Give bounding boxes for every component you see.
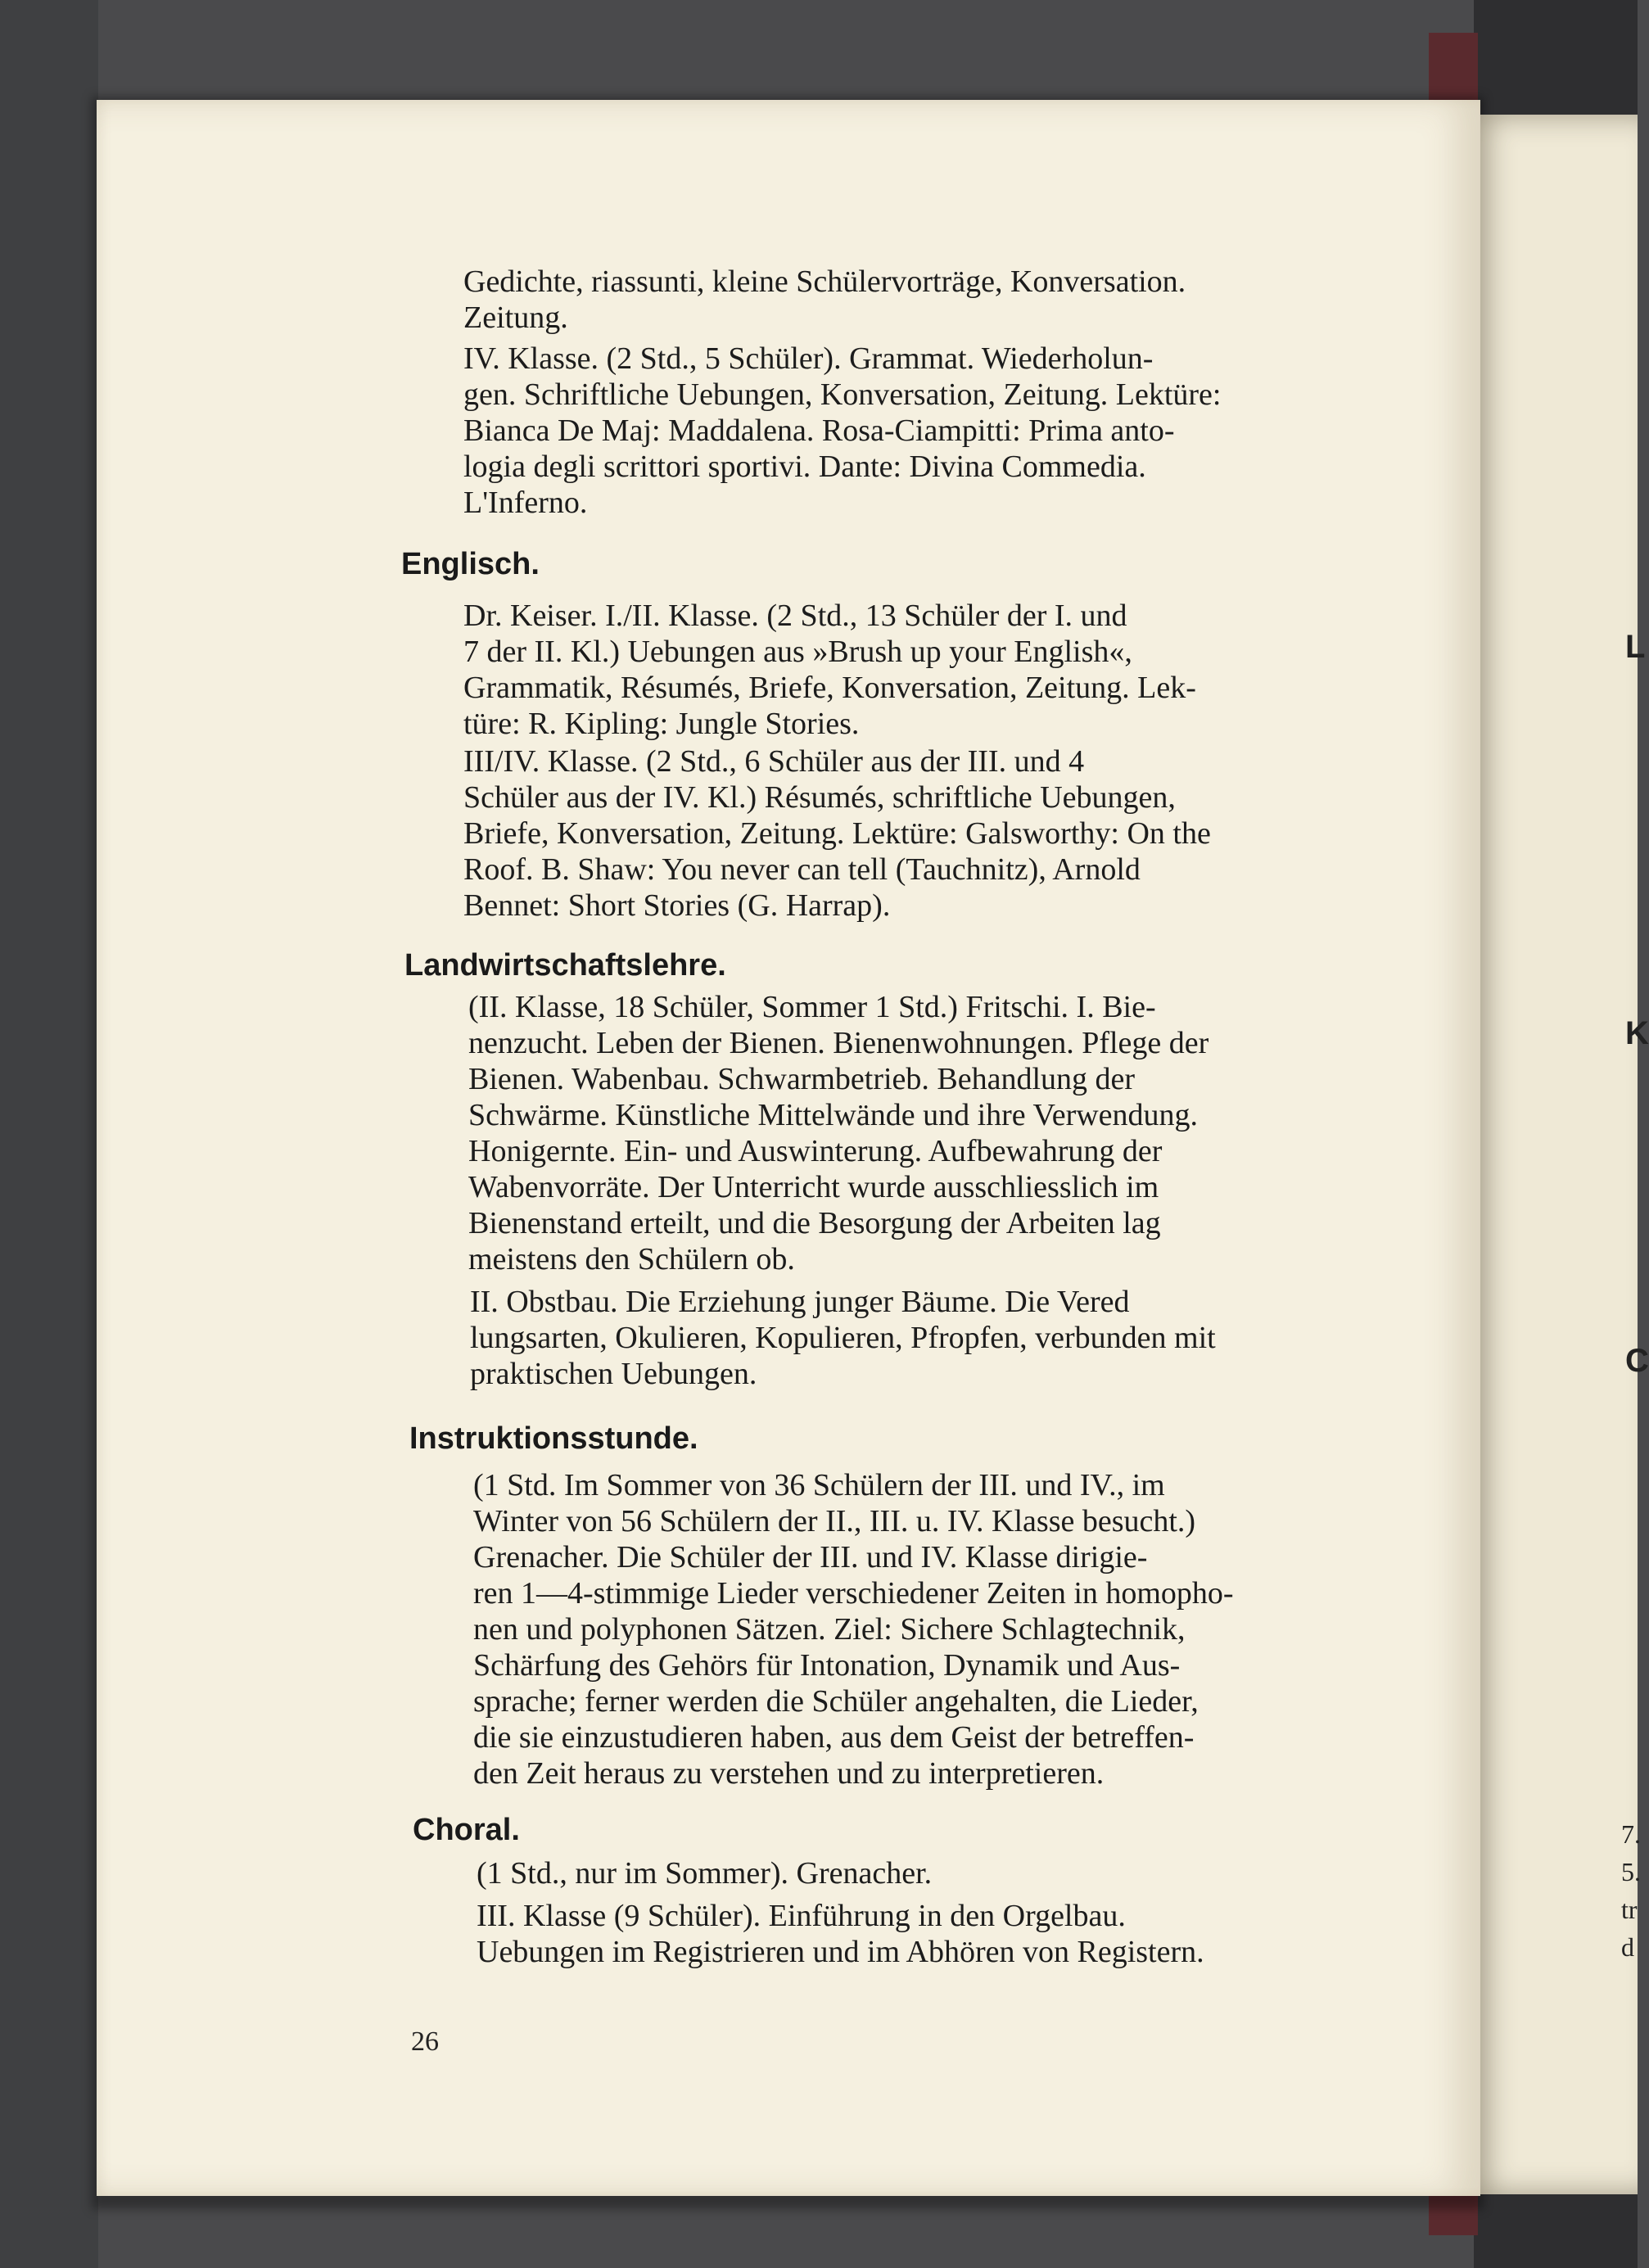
- text-line: Schwärme. Künstliche Mittelwände und ihre Verwendung.: [468, 1098, 1199, 1132]
- section-heading-instruktionsstunde: Instruktionsstunde.: [409, 1421, 698, 1456]
- page-number: 26: [411, 2026, 439, 2057]
- facing-page-letter: K: [1625, 1015, 1649, 1051]
- section-heading-choral: Choral.: [413, 1813, 520, 1847]
- facing-page-fragment: d: [1621, 1932, 1634, 1962]
- text-line: Winter von 56 Schülern der II., III. u. IV. Klasse besucht.): [473, 1504, 1196, 1538]
- text-line: III. Klasse (9 Schüler). Einführung in den Orgelbau.: [477, 1899, 1126, 1933]
- facing-page-letter: L: [1625, 629, 1646, 665]
- backdrop-left: [0, 0, 98, 2268]
- text-line: türe: R. Kipling: Jungle Stories.: [463, 707, 860, 741]
- text-line: III/IV. Klasse. (2 Std., 6 Schüler aus der III. und 4: [463, 744, 1085, 779]
- text-line: Honigernte. Ein- und Auswinterung. Aufbewahrung der: [468, 1134, 1163, 1168]
- text-line: Bianca De Maj: Maddalena. Rosa-Ciampitti: Prima anto-: [463, 413, 1175, 448]
- text-line: Grenacher. Die Schüler der III. und IV. Klasse dirigie-: [473, 1540, 1148, 1574]
- text-line: 7 der II. Kl.) Uebungen aus »Brush up your English«,: [463, 635, 1132, 669]
- section-heading-landwirtschaftslehre: Landwirtschaftslehre.: [404, 948, 726, 983]
- facing-page-fragment: 5.: [1621, 1857, 1641, 1886]
- text-line: L'Inferno.: [463, 486, 588, 520]
- text-line: (1 Std., nur im Sommer). Grenacher.: [477, 1856, 933, 1891]
- text-line: Bienen. Wabenbau. Schwarmbetrieb. Behandlung der: [468, 1062, 1136, 1096]
- text-line: (1 Std. Im Sommer von 36 Schülern der III. und IV., im: [473, 1468, 1165, 1502]
- text-line: nenzucht. Leben der Bienen. Bienenwohnungen. Pflege der: [468, 1026, 1209, 1060]
- text-line: den Zeit heraus zu verstehen und zu interpretieren.: [473, 1756, 1105, 1791]
- text-line: ren 1—4-stimmige Lieder verschiedener Zeiten in homopho-: [473, 1576, 1234, 1611]
- text-line: praktischen Uebungen.: [470, 1357, 757, 1391]
- text-line: IV. Klasse. (2 Std., 5 Schüler). Grammat. Wiederholun-: [463, 341, 1154, 376]
- facing-page-fragment: tr: [1621, 1895, 1638, 1924]
- facing-page-letter: C: [1625, 1343, 1649, 1379]
- text-line: gen. Schriftliche Uebungen, Konversation, Zeitung. Lektüre:: [463, 377, 1222, 412]
- text-line: Zeitung.: [463, 300, 568, 335]
- section-heading-englisch: Englisch.: [401, 547, 540, 581]
- text-line: nen und polyphonen Sätzen. Ziel: Sichere Schlagtechnik,: [473, 1612, 1186, 1647]
- text-line: Grammatik, Résumés, Briefe, Konversation, Zeitung. Lek-: [463, 671, 1196, 705]
- text-line: logia degli scrittori sportivi. Dante: Divina Commedia.: [463, 450, 1146, 484]
- text-line: (II. Klasse, 18 Schüler, Sommer 1 Std.) Fritschi. I. Bie-: [468, 990, 1156, 1024]
- text-line: meistens den Schülern ob.: [468, 1242, 795, 1276]
- text-line: II. Obstbau. Die Erziehung junger Bäume. Die Vered: [470, 1285, 1130, 1319]
- text-line: lungsarten, Okulieren, Kopulieren, Pfropfen, verbunden mit: [470, 1321, 1216, 1355]
- text-line: Wabenvorräte. Der Unterricht wurde ausschliesslich im: [468, 1170, 1159, 1204]
- text-line: Bienenstand erteilt, und die Besorgung der Arbeiten lag: [468, 1206, 1161, 1240]
- facing-page-edge: [1466, 115, 1638, 2194]
- text-line: Briefe, Konversation, Zeitung. Lektüre: Galsworthy: On the: [463, 816, 1211, 851]
- text-line: Dr. Keiser. I./II. Klasse. (2 Std., 13 Schüler der I. und: [463, 599, 1127, 633]
- text-line: Roof. B. Shaw: You never can tell (Tauchnitz), Arnold: [463, 852, 1141, 887]
- text-line: Bennet: Short Stories (G. Harrap).: [463, 888, 891, 923]
- text-line: die sie einzustudieren haben, aus dem Geist der betreffen-: [473, 1720, 1195, 1755]
- facing-page-fragment: 7.: [1621, 1819, 1641, 1849]
- text-line: Gedichte, riassunti, kleine Schülervorträge, Konversation.: [463, 264, 1186, 299]
- text-line: sprache; ferner werden die Schüler angehalten, die Lieder,: [473, 1684, 1199, 1719]
- text-line: Schärfung des Gehörs für Intonation, Dynamik und Aus-: [473, 1648, 1181, 1683]
- text-line: Uebungen im Registrieren und im Abhören von Registern.: [477, 1935, 1204, 1969]
- text-line: Schüler aus der IV. Kl.) Résumés, schriftliche Uebungen,: [463, 780, 1176, 815]
